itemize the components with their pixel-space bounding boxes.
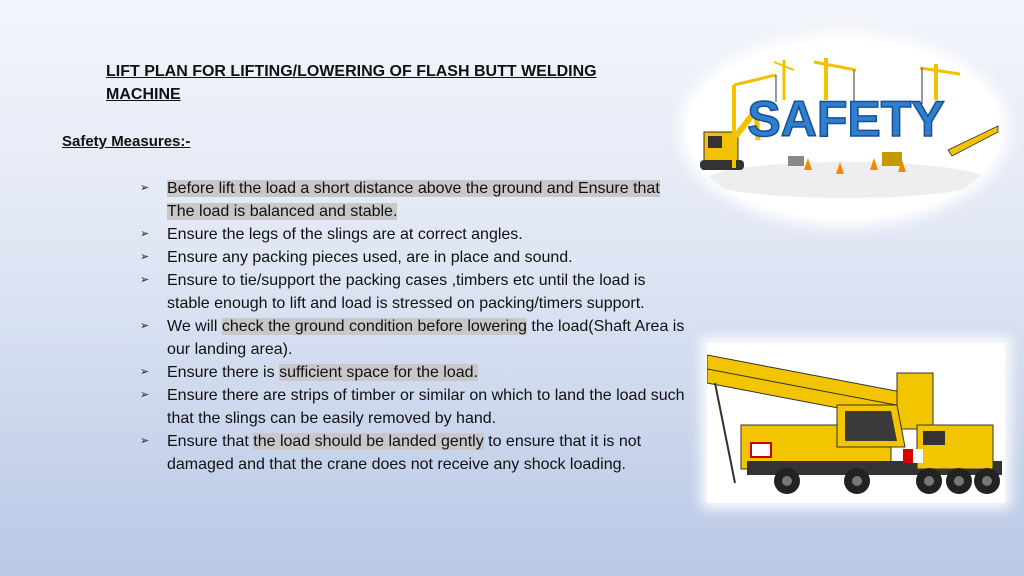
bullet-text: the load(Shaft Area is our landing area). <box>167 318 685 358</box>
warning-stripes-icon <box>903 449 923 463</box>
highlighted-text: Before lift the load a short distance above the ground and Ensure that The load is balanced and stable. <box>167 180 660 220</box>
arrowhead-bullet-icon: ➢ <box>140 435 150 447</box>
list-item <box>140 269 685 315</box>
ramp-icon <box>948 126 998 156</box>
arrowhead-bullet-icon: ➢ <box>140 182 150 194</box>
safety-word: SAFETY <box>747 91 945 147</box>
mobile-crane-photo <box>707 343 1005 503</box>
list-item <box>140 246 685 269</box>
highlighted-text: check the ground condition before lowering <box>221 318 527 335</box>
arrowhead-bullet-icon: ➢ <box>140 389 150 401</box>
arrowhead-bullet-icon: ➢ <box>140 366 150 378</box>
bullet-text: to ensure that it is not damaged and that the crane does not receive any shock loading. <box>167 433 642 473</box>
arrowhead-bullet-icon: ➢ <box>140 228 150 240</box>
toolbox-icon <box>788 156 804 166</box>
list-item <box>140 177 685 223</box>
bullet-text: We will <box>167 318 222 335</box>
bullet-text: Ensure any packing pieces used, are in place and sound. <box>167 249 573 266</box>
safety-measures-list <box>140 177 685 476</box>
list-item <box>140 315 685 361</box>
ground-shadow <box>706 162 986 198</box>
bullet-text: Ensure the legs of the slings are at correct angles. <box>167 226 523 243</box>
bullet-text: Ensure there are strips of timber or similar on which to land the load such that the slings can be easily removed by hand. <box>167 387 685 427</box>
crate-icon <box>882 152 902 166</box>
arrowhead-bullet-icon: ➢ <box>140 274 150 286</box>
safety-illustration <box>686 40 1002 220</box>
list-item <box>140 384 685 430</box>
highlighted-text: the load should be landed gently <box>253 433 484 450</box>
arrowhead-bullet-icon: ➢ <box>140 320 150 332</box>
section-subtitle: Safety Measures:- <box>62 133 191 150</box>
highlighted-text: sufficient space for the load. <box>279 364 478 381</box>
bullet-text: Ensure that <box>167 433 254 450</box>
list-item <box>140 223 685 246</box>
arrowhead-bullet-icon: ➢ <box>140 251 150 263</box>
list-item <box>140 430 685 476</box>
bullet-text: Ensure to tie/support the packing cases ,timbers etc until the load is stable enough to lift and load is stressed on packing/timers support. <box>167 272 646 312</box>
bullet-text: Ensure there is <box>167 364 280 381</box>
page-title: LIFT PLAN FOR LIFTING/LOWERING OF FLASH BUTT WELDING MACHINE <box>106 63 597 103</box>
list-item <box>140 361 685 384</box>
